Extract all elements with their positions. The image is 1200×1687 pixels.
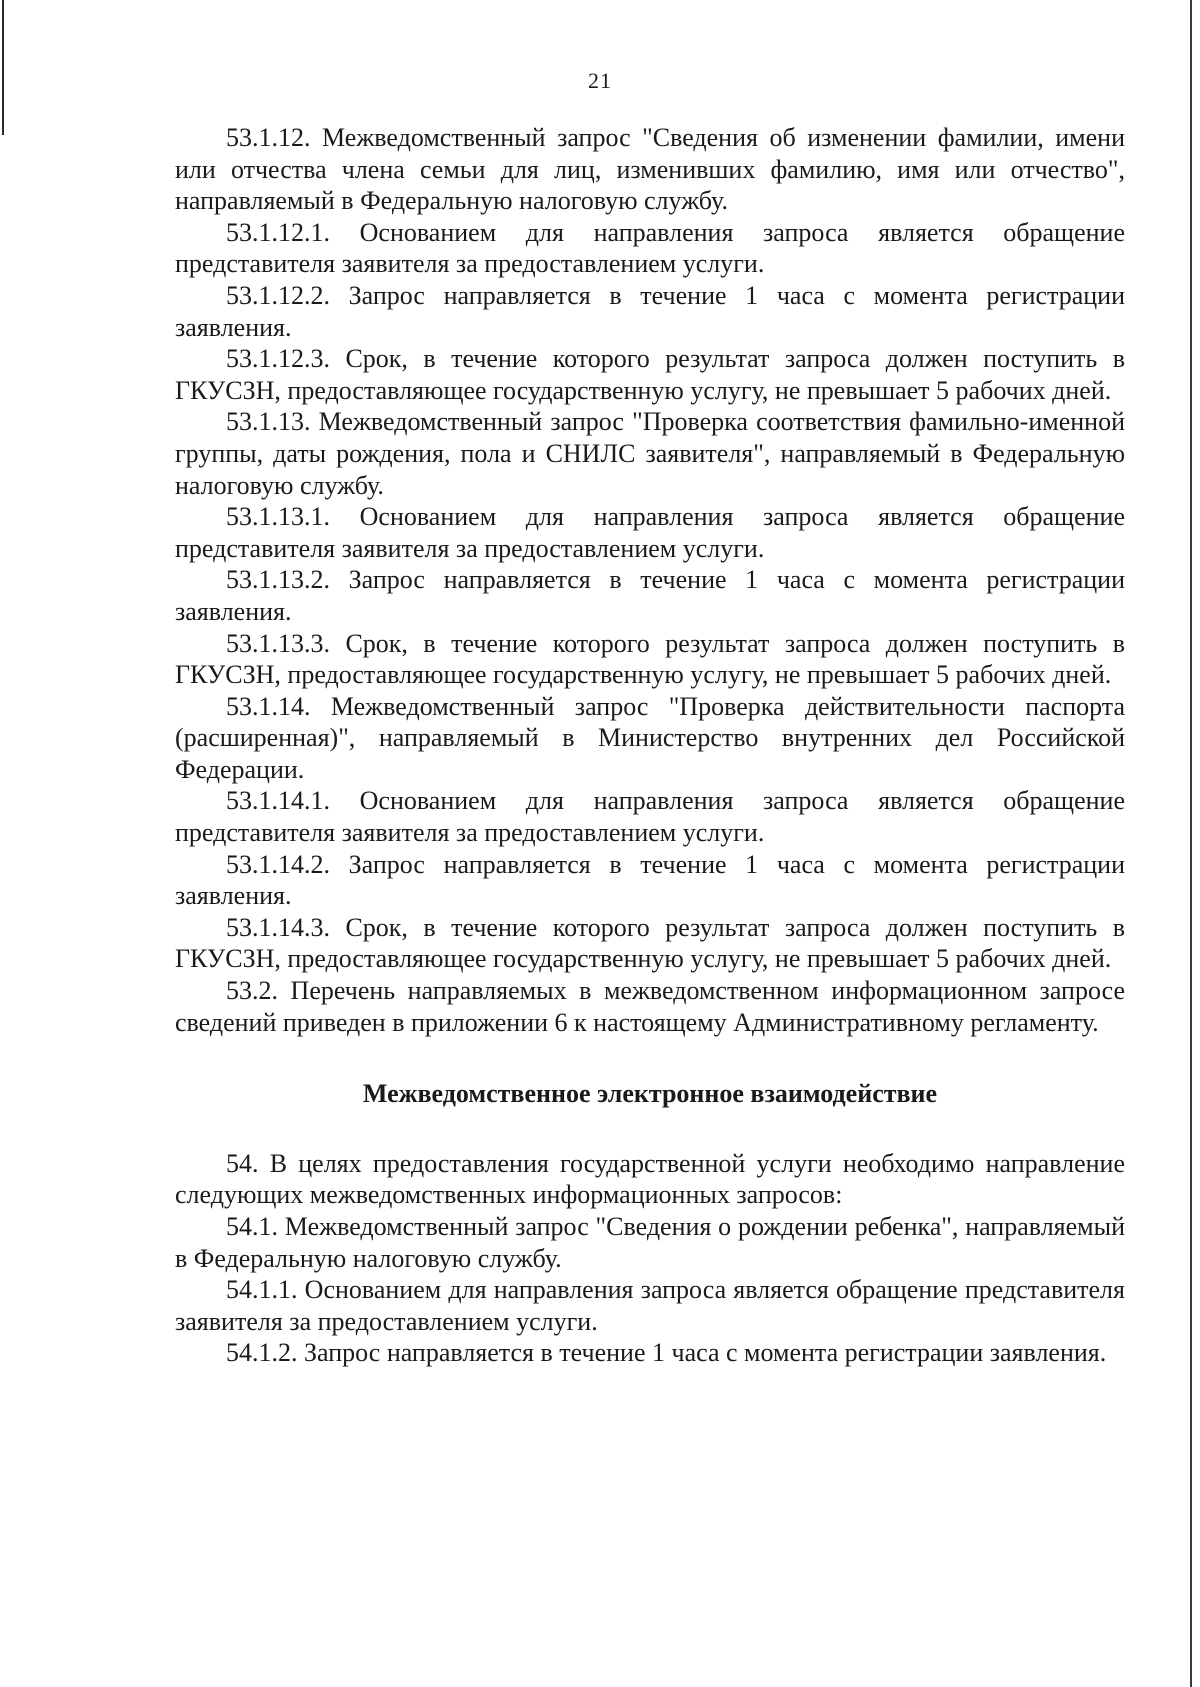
paragraph-53-2: 53.2. Перечень направляемых в межведомственном информационном запросе сведений приведен в приложении 6 к настоящему Административному регламенту. bbox=[175, 976, 1125, 1037]
paragraph-53-1-12: 53.1.12. Межведомственный запрос "Сведения об изменении фамилии, имени или отчества члена семьи для лиц, изменивших фамилию, имя или отчество", направляемый в Федеральную налоговую службу. bbox=[175, 123, 1125, 216]
document-body bbox=[175, 122, 1125, 1369]
paragraph-53-1-12-3: 53.1.12.3. Срок, в течение которого результат запроса должен поступить в ГКУСЗН, предоставляющее государственную услугу, не превышает 5 рабочих дней. bbox=[175, 344, 1125, 405]
section-heading: Межведомственное электронное взаимодействие bbox=[362, 1079, 938, 1109]
paragraph-53-1-13-2: 53.1.13.2. Запрос направляется в течение 1 часа с момента регистрации заявления. bbox=[175, 565, 1125, 626]
paragraph-54-1-2: 54.1.2. Запрос направляется в течение 1 часа с момента регистрации заявления. bbox=[226, 1338, 1107, 1368]
paragraph-53-1-14-3: 53.1.14.3. Срок, в течение которого результат запроса должен поступить в ГКУСЗН, предоставляющее государственную услугу, не превышает 5 рабочих дней. bbox=[175, 912, 1125, 974]
paragraph-53-1-12-1: 53.1.12.1. Основанием для направления запроса является обращение представителя заявителя за предоставлением услуги. bbox=[175, 217, 1125, 279]
paragraph-54-1-1: 54.1.1. Основанием для направления запроса является обращение представителя заявителя за предоставлением услуги. bbox=[175, 1275, 1125, 1336]
paragraph-53-1-12-2: 53.1.12.2. Запрос направляется в течение 1 часа с момента регистрации заявления. bbox=[175, 280, 1125, 342]
scan-edge-right bbox=[1190, 0, 1192, 1687]
paragraph-53-1-13: 53.1.13. Межведомственный запрос "Проверка соответствия фамильно-именной группы, даты рождения, пола и СНИЛС заявителя", направляемый в Федеральную налоговую службу. bbox=[175, 407, 1125, 500]
paragraph-53-1-13-3: 53.1.13.3. Срок, в течение которого результат запроса должен поступить в ГКУСЗН, предоставляющее государственную услугу, не превышает 5 рабочих дней. bbox=[175, 628, 1125, 690]
paragraph-53-1-13-1: 53.1.13.1. Основанием для направления запроса является обращение представителя заявителя за предоставлением услуги. bbox=[175, 502, 1125, 563]
paragraph-53-1-14-1: 53.1.14.1. Основанием для направления запроса является обращение представителя заявителя за предоставлением услуги. bbox=[175, 786, 1125, 848]
paragraph-54: 54. В целях предоставления государственной услуги необходимо направление следующих межведомственных информационных запросов: bbox=[175, 1148, 1125, 1210]
paragraph-53-1-14-2: 53.1.14.2. Запрос направляется в течение 1 часа с момента регистрации заявления. bbox=[175, 849, 1125, 911]
paragraph-53-1-14: 53.1.14. Межведомственный запрос "Проверка действительности паспорта (расширенная)", направляемый в Министерство внутренних дел Российской Федерации. bbox=[175, 691, 1125, 784]
paragraph-54-1: 54.1. Межведомственный запрос "Сведения о рождении ребенка", направляемый в Федеральную налоговую службу. bbox=[175, 1212, 1125, 1273]
page-number: 21 bbox=[588, 68, 612, 93]
